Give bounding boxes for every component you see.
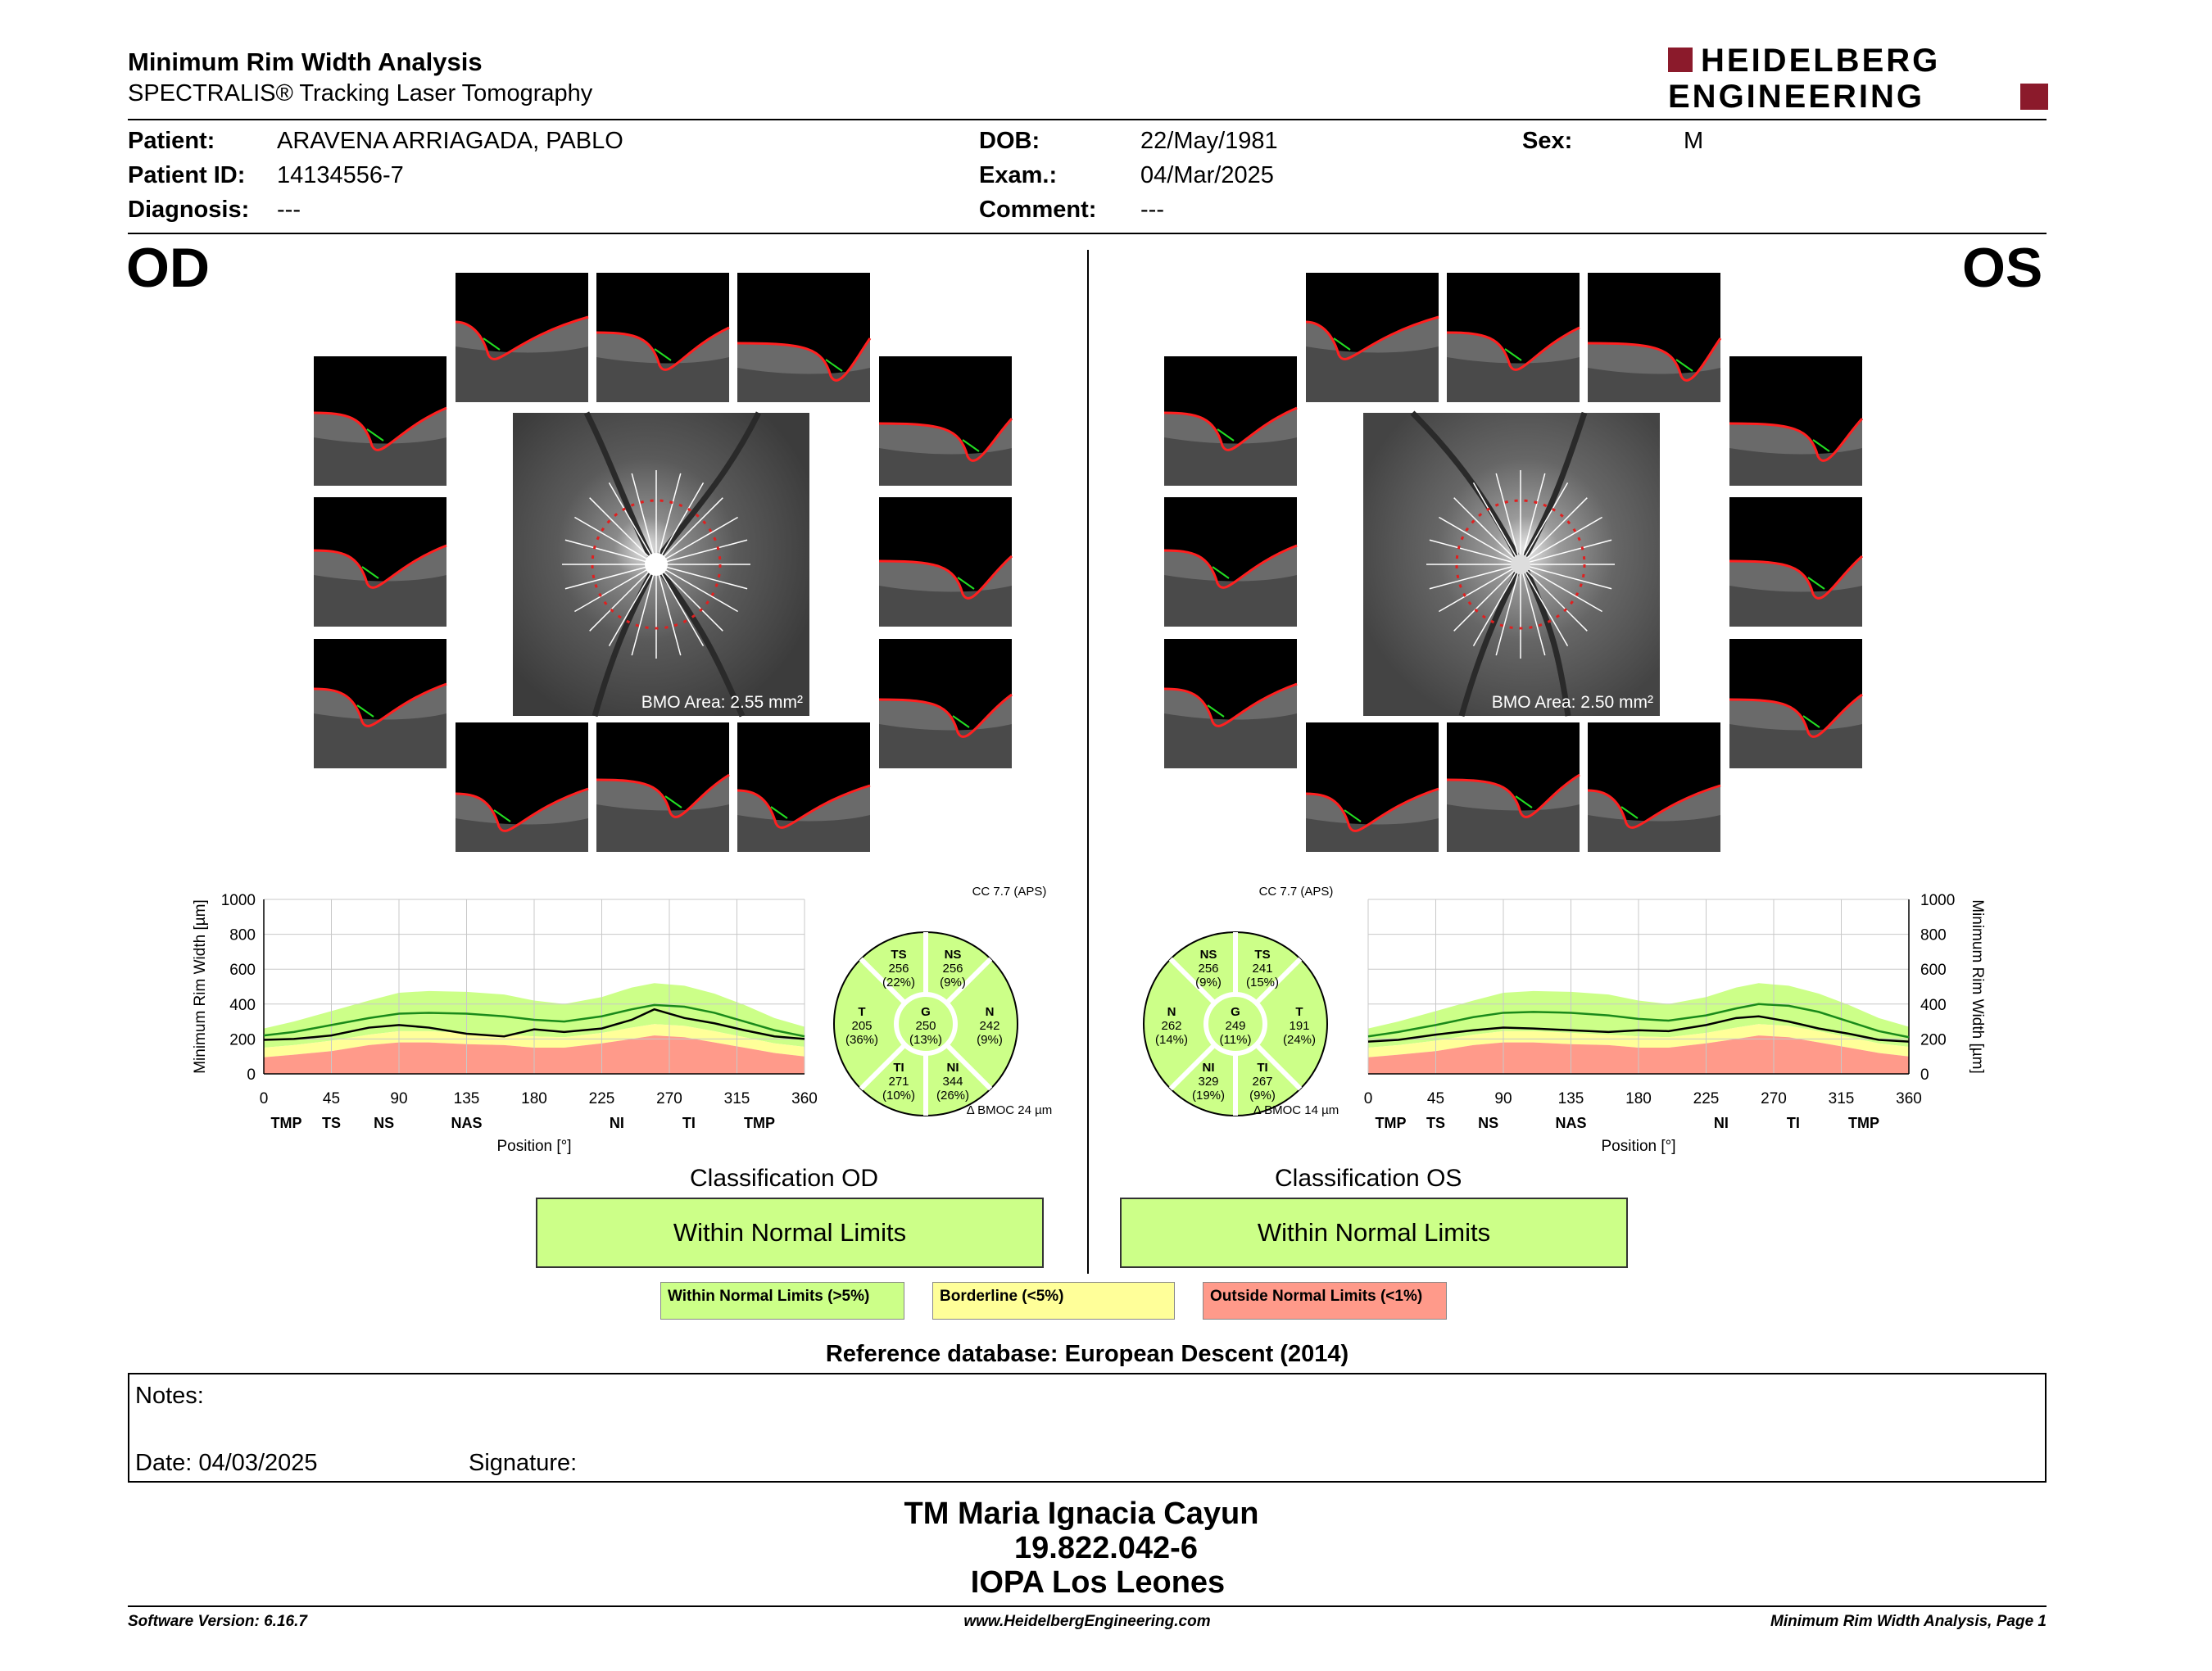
svg-text:(22%): (22%)	[882, 976, 916, 989]
x-tick-label: 270	[656, 1090, 682, 1107]
x-tick-label: 360	[791, 1090, 818, 1107]
y-axis-label: Minimum Rim Width [µm]	[1969, 899, 1986, 1074]
sector-label: TI	[682, 1115, 696, 1131]
x-tick-label: 315	[1828, 1090, 1855, 1107]
svg-text:(24%): (24%)	[1282, 1033, 1317, 1047]
svg-text:250: 250	[915, 1019, 936, 1033]
os-label: OS	[1962, 237, 2043, 299]
os-oct-scan-12	[1588, 722, 1720, 852]
classification-od-title: Classification OD	[690, 1165, 879, 1192]
y-tick-label: 1000	[1920, 892, 1956, 909]
patient-name: ARAVENA ARRIAGADA, PABLO	[277, 128, 623, 154]
svg-text:241: 241	[1252, 962, 1273, 976]
y-tick-label: 800	[1920, 926, 1947, 944]
svg-text:(36%): (36%)	[845, 1033, 879, 1047]
x-tick-label: 225	[588, 1090, 615, 1107]
od-oct-scan-2	[596, 273, 729, 402]
legend-outside: Outside Normal Limits (<1%)	[1203, 1282, 1447, 1320]
os-oct-scan-6	[1164, 497, 1297, 627]
heidelberg-logo	[1668, 43, 2048, 118]
od-oct-scan-6	[314, 497, 446, 627]
x-tick-label: 0	[259, 1090, 269, 1107]
os-oct-scan-9	[1729, 639, 1862, 768]
os-mrw-chart	[1344, 885, 1986, 1163]
svg-text:256: 256	[888, 962, 909, 976]
y-tick-label: 400	[1920, 996, 1947, 1014]
exam-value: 04/Mar/2025	[1140, 162, 1274, 188]
y-axis-label: Minimum Rim Width [µm]	[192, 899, 209, 1074]
od-oct-scan-1	[456, 273, 588, 402]
os-fundus-image	[1363, 413, 1660, 716]
os-bmoc-label: Δ BMOC 14 µm	[1253, 1103, 1339, 1117]
signer-name: TM Maria Ignacia Cayun	[904, 1497, 1259, 1531]
od-bmo-area: BMO Area: 2.55 mm²	[641, 693, 803, 712]
website-link[interactable]: www.HeidelbergEngineering.com	[963, 1613, 1211, 1630]
x-tick-label: 45	[1426, 1090, 1445, 1107]
svg-text:TS: TS	[1254, 948, 1271, 962]
y-tick-label: 800	[229, 926, 256, 944]
signer-org: IOPA Los Leones	[970, 1565, 1226, 1600]
notes-signature: Signature:	[469, 1450, 578, 1476]
svg-text:N: N	[1167, 1005, 1176, 1019]
od-label: OD	[126, 237, 210, 299]
notes-date: Date: 04/03/2025	[135, 1450, 318, 1476]
patient-name-label: Patient:	[128, 128, 215, 154]
svg-text:N: N	[985, 1005, 995, 1019]
svg-text:T: T	[1295, 1005, 1303, 1019]
svg-text:G: G	[1231, 1005, 1240, 1019]
svg-text:NS: NS	[944, 948, 962, 962]
svg-text:(11%): (11%)	[1219, 1033, 1252, 1047]
od-oct-scan-9	[879, 639, 1012, 768]
sector-label: NS	[1478, 1115, 1499, 1131]
os-oct-scan-5	[1729, 356, 1862, 486]
svg-text:(14%): (14%)	[1154, 1033, 1189, 1047]
sector-label: TMP	[744, 1115, 775, 1131]
sector-label: NI	[609, 1115, 624, 1131]
svg-text:(9%): (9%)	[1195, 976, 1222, 989]
sector-label: TI	[1786, 1115, 1800, 1131]
x-tick-label: 225	[1693, 1090, 1720, 1107]
svg-text:242: 242	[979, 1019, 1000, 1033]
os-oct-scan-3	[1588, 273, 1720, 402]
svg-text:NI: NI	[1202, 1061, 1215, 1075]
dob-label: DOB:	[979, 128, 1040, 154]
os-oct-scan-11	[1447, 722, 1580, 852]
x-tick-label: 360	[1896, 1090, 1922, 1107]
x-tick-label: 0	[1363, 1090, 1373, 1107]
svg-text:344: 344	[942, 1075, 963, 1089]
comment-value: ---	[1140, 197, 1164, 223]
os-oct-scan-4	[1164, 356, 1297, 486]
diagnosis-label: Diagnosis:	[128, 197, 250, 223]
reference-database: Reference database: European Descent (2014)	[825, 1341, 1349, 1367]
svg-text:(13%): (13%)	[909, 1033, 943, 1047]
od-chart-svg	[188, 885, 827, 1163]
svg-text:NS: NS	[1199, 948, 1217, 962]
os-oct-scan-2	[1447, 273, 1580, 402]
sector-label: NAS	[451, 1115, 483, 1131]
svg-text:TI: TI	[1257, 1061, 1268, 1075]
logo-line2: ENGINEERING	[1668, 79, 1925, 115]
x-tick-label: 135	[1557, 1090, 1584, 1107]
svg-text:TS: TS	[891, 948, 907, 962]
x-tick-label: 45	[322, 1090, 341, 1107]
svg-text:T: T	[858, 1005, 866, 1019]
center-divider	[1087, 250, 1089, 1274]
od-oct-scan-8	[314, 639, 446, 768]
y-tick-label: 600	[1920, 962, 1947, 980]
os-oct-scan-1	[1306, 273, 1439, 402]
software-version: Software Version: 6.16.7	[128, 1613, 307, 1630]
os-sector-wheel	[1122, 883, 1352, 1117]
sector-label: TS	[321, 1115, 342, 1131]
classification-os-result: Within Normal Limits	[1120, 1198, 1628, 1268]
diagnosis-value: ---	[277, 197, 301, 223]
classification-od-result: Within Normal Limits	[536, 1198, 1044, 1268]
svg-text:329: 329	[1198, 1075, 1219, 1089]
x-axis-label: Position [°]	[496, 1138, 572, 1155]
od-fundus-image	[513, 413, 809, 716]
report-title: Minimum Rim Width Analysis	[128, 48, 483, 76]
svg-text:(15%): (15%)	[1245, 976, 1280, 989]
y-tick-label: 0	[247, 1066, 256, 1084]
svg-text:256: 256	[942, 962, 963, 976]
page-number: Minimum Rim Width Analysis, Page 1	[1770, 1613, 2047, 1630]
svg-text:(9%): (9%)	[940, 976, 966, 989]
svg-text:(26%): (26%)	[936, 1089, 970, 1103]
signer-id: 19.822.042-6	[1014, 1531, 1198, 1565]
classification-os-title: Classification OS	[1275, 1165, 1462, 1192]
svg-text:G: G	[921, 1005, 931, 1019]
x-tick-label: 135	[453, 1090, 480, 1107]
patient-id: 14134556-7	[277, 162, 404, 188]
od-oct-scan-10	[456, 722, 588, 852]
os-chart-svg	[1344, 885, 1986, 1163]
y-tick-label: 0	[1920, 1066, 1929, 1084]
x-tick-label: 180	[1625, 1090, 1652, 1107]
svg-text:267: 267	[1252, 1075, 1273, 1089]
sex-label: Sex:	[1522, 128, 1573, 154]
od-mrw-chart	[188, 885, 827, 1163]
x-tick-label: 90	[390, 1090, 408, 1107]
sex-value: M	[1684, 128, 1704, 154]
svg-text:NI: NI	[946, 1061, 959, 1075]
od-cc-label: CC 7.7 (APS)	[972, 885, 1047, 899]
notes-label: Notes:	[135, 1383, 204, 1409]
svg-text:262: 262	[1161, 1019, 1182, 1033]
comment-label: Comment:	[979, 197, 1097, 223]
y-tick-label: 200	[1920, 1031, 1947, 1049]
svg-text:(9%): (9%)	[977, 1033, 1003, 1047]
sector-label: NI	[1713, 1115, 1729, 1131]
dob-value: 22/May/1981	[1140, 128, 1278, 154]
svg-text:TI: TI	[893, 1061, 904, 1075]
y-tick-label: 600	[229, 962, 256, 980]
sector-label: TMP	[270, 1115, 302, 1131]
report-subtitle: SPECTRALIS® Tracking Laser Tomography	[128, 80, 593, 106]
od-oct-scan-4	[314, 356, 446, 486]
logo-line1: HEIDELBERG	[1701, 43, 1941, 79]
svg-text:256: 256	[1198, 962, 1219, 976]
sector-label: TMP	[1375, 1115, 1407, 1131]
x-tick-label: 90	[1494, 1090, 1512, 1107]
svg-text:249: 249	[1225, 1019, 1246, 1033]
svg-text:271: 271	[888, 1075, 909, 1089]
y-tick-label: 1000	[220, 892, 256, 909]
sector-label: TS	[1426, 1115, 1446, 1131]
sector-label: NS	[374, 1115, 395, 1131]
x-tick-label: 180	[521, 1090, 547, 1107]
od-sector-wheel	[827, 883, 1057, 1117]
od-oct-scan-12	[737, 722, 870, 852]
os-oct-scan-7	[1729, 497, 1862, 627]
od-oct-scan-5	[879, 356, 1012, 486]
svg-text:(19%): (19%)	[1191, 1089, 1226, 1103]
svg-text:191: 191	[1289, 1019, 1310, 1033]
sector-label: TMP	[1848, 1115, 1879, 1131]
legend-borderline: Borderline (<5%)	[932, 1282, 1175, 1320]
patient-id-label: Patient ID:	[128, 162, 246, 188]
exam-label: Exam.:	[979, 162, 1058, 188]
svg-text:(9%): (9%)	[1249, 1089, 1276, 1103]
os-oct-scan-8	[1164, 639, 1297, 768]
svg-text:(10%): (10%)	[882, 1089, 916, 1103]
od-bmoc-label: Δ BMOC 24 µm	[966, 1103, 1053, 1117]
svg-text:205: 205	[851, 1019, 873, 1033]
sector-label: NAS	[1555, 1115, 1587, 1131]
y-tick-label: 200	[229, 1031, 256, 1049]
os-cc-label: CC 7.7 (APS)	[1258, 885, 1334, 899]
x-axis-label: Position [°]	[1601, 1138, 1676, 1155]
x-tick-label: 270	[1761, 1090, 1787, 1107]
os-oct-scan-10	[1306, 722, 1439, 852]
os-bmo-area: BMO Area: 2.50 mm²	[1491, 693, 1653, 712]
od-oct-scan-7	[879, 497, 1012, 627]
y-tick-label: 400	[229, 996, 256, 1014]
legend-normal: Within Normal Limits (>5%)	[660, 1282, 904, 1320]
notes-box	[128, 1373, 2047, 1483]
x-tick-label: 315	[723, 1090, 750, 1107]
od-oct-scan-3	[737, 273, 870, 402]
od-oct-scan-11	[596, 722, 729, 852]
